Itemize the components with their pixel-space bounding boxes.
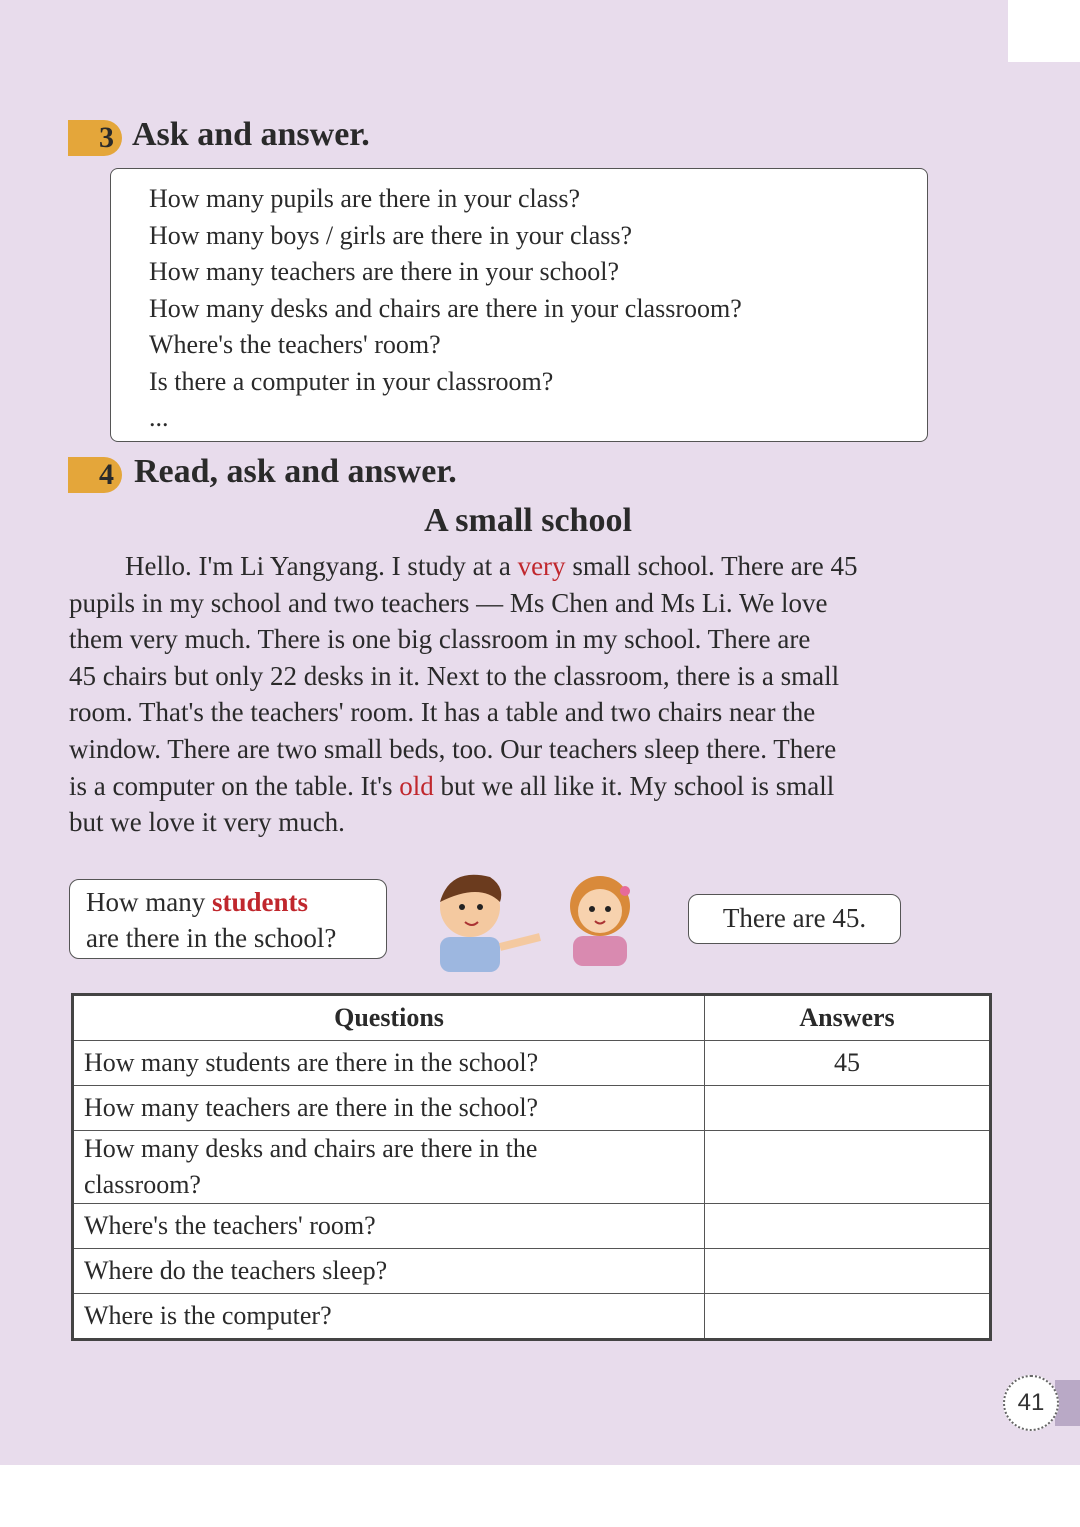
- text: is a computer on the table. It's: [69, 770, 400, 801]
- table-header-row: [73, 995, 991, 1041]
- reading-title: A small school: [424, 502, 632, 539]
- text: them very much. There is one big classroom in my school. There are: [69, 624, 811, 655]
- text: pupils in my school and two teachers — Ms Chen and Ms Li. We love: [69, 587, 828, 618]
- table-row: [73, 1041, 991, 1086]
- text: are there in the school?: [86, 923, 337, 953]
- text: small school. There are 45: [565, 551, 858, 581]
- text: window. There are two small beds, too. Our teachers sleep there. There: [69, 733, 837, 764]
- table-row: [73, 1131, 991, 1204]
- answer-cell[interactable]: [705, 1131, 991, 1204]
- reading-passage: [69, 548, 857, 841]
- questions-box: [110, 168, 928, 442]
- section-number-badge: 4: [68, 457, 122, 493]
- answer-cell[interactable]: [705, 1249, 991, 1294]
- question-cell: How many desks and chairs are there in the classroom?: [73, 1131, 705, 1204]
- question: How many teachers are there in your school?: [149, 257, 619, 286]
- column-header: Answers: [705, 995, 991, 1041]
- page-corner: [1008, 0, 1080, 62]
- answer-cell[interactable]: [705, 1294, 991, 1340]
- text: but we all like it. My school is small: [433, 770, 835, 801]
- question: Is there a computer in your classroom?: [149, 366, 554, 396]
- questions-answers-table: [71, 993, 992, 1341]
- section-heading: Read, ask and answer.: [134, 453, 457, 490]
- question: Where's the teachers' room?: [149, 330, 441, 359]
- highlight-word: students: [211, 887, 309, 917]
- highlight-word: old: [399, 770, 434, 801]
- text: How many: [86, 887, 212, 917]
- text: but we love it very much.: [69, 807, 345, 838]
- question-cell: Where is the computer?: [73, 1294, 705, 1340]
- girl-illustration: [555, 866, 645, 966]
- column-header: Questions: [73, 995, 705, 1041]
- question-cell: How many teachers are there in the school?: [73, 1086, 705, 1131]
- text: Hello. I'm Li Yangyang. I study at a: [125, 551, 518, 581]
- table-row: [73, 1249, 991, 1294]
- answer-cell[interactable]: [705, 1086, 991, 1131]
- page-number: 41: [1003, 1375, 1059, 1431]
- boy-illustration: [420, 862, 550, 972]
- question-ellipsis: ...: [149, 403, 169, 432]
- question: How many desks and chairs are there in your classroom?: [149, 293, 742, 323]
- answer-cell[interactable]: [705, 1204, 991, 1249]
- speech-bubble-question: [69, 879, 387, 959]
- question: How many boys / girls are there in your class?: [149, 220, 633, 250]
- section-heading: Ask and answer.: [132, 116, 370, 153]
- highlight-word: very: [517, 551, 566, 581]
- text: room. That's the teachers' room. It has a table and two chairs near the: [69, 697, 816, 728]
- question: How many pupils are there in your class?: [149, 184, 581, 213]
- question-cell: Where's the teachers' room?: [73, 1204, 705, 1249]
- table-row: [73, 1086, 991, 1131]
- section-number-badge: 3: [68, 120, 122, 156]
- table-row: [73, 1294, 991, 1340]
- text: 45 chairs but only 22 desks in it. Next to the classroom, there is a small: [69, 660, 840, 691]
- table-row: [73, 1204, 991, 1249]
- question-cell: Where do the teachers sleep?: [73, 1249, 705, 1294]
- question-cell: How many students are there in the school?: [73, 1041, 705, 1086]
- speech-bubble-answer: There are 45.: [688, 894, 901, 944]
- answer-cell[interactable]: 45: [705, 1041, 991, 1086]
